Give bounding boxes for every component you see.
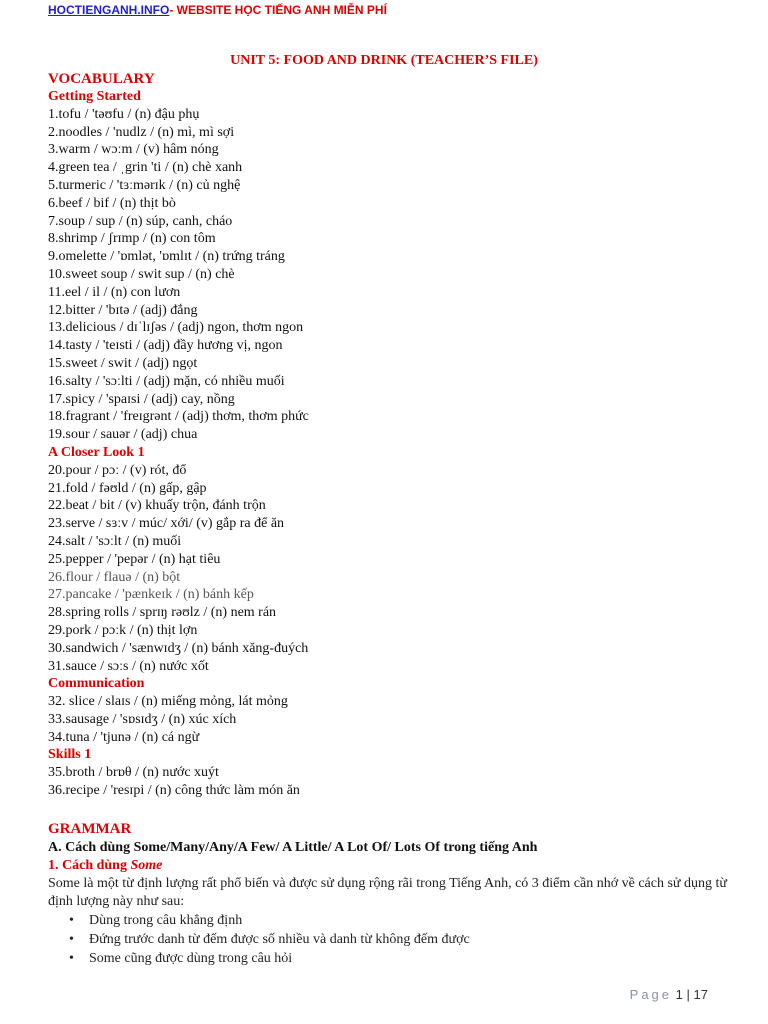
vocab-item: 28.spring rolls / sprɪŋ rəʊlz / (n) nem rán: [48, 605, 277, 621]
vocabulary-section: [48, 70, 748, 800]
bullet-icon: •: [69, 951, 74, 966]
vocab-item: 5.turmeric / 'tɜːmərɪk / (n) củ nghệ: [48, 177, 241, 193]
vocab-item: 31.sauce / sɔːs / (n) nước xốt: [48, 658, 209, 674]
vocab-item: 8.shrimp / ʃrɪmp / (n) con tôm: [48, 231, 216, 247]
site-tagline: - WEBSITE HỌC TIẾNG ANH MIỄN PHÍ: [169, 3, 387, 17]
grammar-section: [48, 820, 738, 968]
getting-started-list: [48, 106, 748, 444]
vocab-item: 17.spicy / 'spaɪsi / (adj) cay, nồng: [48, 391, 235, 407]
vocab-item: 6.beef / bif / (n) thịt bò: [48, 195, 176, 211]
vocab-item: 33.sausage / 'sɒsɪdʒ / (n) xúc xích: [48, 711, 237, 727]
skills-heading: Skills 1: [48, 747, 92, 763]
vocab-item: 10.sweet soup / swit sup / (n) chè: [48, 266, 235, 282]
vocab-item: 7.soup / sup / (n) súp, canh, cháo: [48, 213, 233, 229]
vocab-item: 9.omelette / 'ɒmlət, 'ɒmlɪt / (n) trứng tráng: [48, 249, 285, 265]
vocab-item: 29.pork / pɔːk / (n) thịt lợn: [48, 622, 198, 638]
vocab-item: 26.flour / flauə / (n) bột: [48, 569, 181, 585]
grammar-section-a: A. Cách dùng Some/Many/Any/A Few/ A Little/ A Lot Of/ Lots Of trong tiếng Anh: [48, 840, 538, 855]
unit-title: UNIT 5: FOOD AND DRINK (TEACHER’S FILE): [230, 53, 538, 68]
vocab-item: 27.pancake / 'pænkeɪk / (n) bánh kếp: [48, 587, 254, 603]
vocab-item: 32. slice / slaɪs / (n) miếng mỏng, lát mỏng: [48, 694, 288, 710]
vocab-item: 15.sweet / swit / (adj) ngọt: [48, 355, 198, 371]
vocab-item: 13.delicious / dɪˈlɪʃəs / (adj) ngon, thơm ngon: [48, 320, 304, 336]
grammar-paragraph: Some là một từ định lượng rất phổ biến và được sử dụng rộng rãi trong Tiếng Anh, có 3 điểm cần nhớ về cách sử dụng từ định lượng này như sau:: [48, 876, 727, 909]
site-link[interactable]: HOCTIENGANH.INFO: [48, 3, 170, 17]
vocab-item: 1.tofu / 'təʊfu / (n) đậu phụ: [48, 106, 200, 122]
bullet-text: Đứng trước danh từ đếm được số nhiều và danh từ không đếm được: [89, 932, 470, 947]
page-footer: [630, 987, 708, 1002]
vocab-item: 21.fold / fəʊld / (n) gấp, gập: [48, 480, 207, 496]
vocab-item: 34.tuna / 'tjunə / (n) cá ngừ: [48, 729, 200, 745]
skills-list: [48, 764, 748, 800]
vocab-item: 19.sour / sauər / (adj) chua: [48, 427, 198, 443]
closer-look-heading: A Closer Look 1: [48, 444, 145, 460]
subheading-prefix: 1. Cách dùng: [48, 858, 131, 873]
vocab-item: 16.salty / 'sɔːlti / (adj) mặn, có nhiều muối: [48, 373, 285, 389]
vocab-item: 3.warm / wɔːm / (v) hâm nóng: [48, 142, 219, 158]
vocab-item: 20.pour / pɔː / (v) rót, đổ: [48, 462, 187, 478]
grammar-subheading-1: [48, 857, 738, 875]
site-header: [48, 3, 387, 17]
bullet-item: [69, 911, 738, 930]
getting-started-heading: Getting Started: [48, 89, 141, 104]
bullet-item: [69, 930, 738, 949]
vocab-item: 22.beat / bit / (v) khuấy trộn, đánh trộn: [48, 498, 266, 514]
bullet-text: Dùng trong câu khẳng định: [89, 913, 243, 928]
vocab-item: 24.salt / 'sɔːlt / (n) muối: [48, 533, 182, 549]
vocab-item: 23.serve / sɜːv / múc/ xới/ (v) gắp ra để ăn: [48, 516, 285, 532]
vocab-item: 30.sandwich / 'sænwɪdʒ / (n) bánh xăng-đuých: [48, 640, 309, 656]
communication-heading: Communication: [48, 676, 145, 692]
vocab-item: 18.fragrant / 'freɪgrənt / (adj) thơm, thơm phức: [48, 409, 309, 425]
bullet-text: Some cũng được dùng trong câu hỏi: [89, 951, 293, 966]
page-separator: |: [686, 987, 690, 1002]
vocabulary-heading: VOCABULARY: [48, 71, 155, 87]
subheading-word: Some: [130, 858, 163, 873]
vocab-item: 36.recipe / 'resɪpi / (n) công thức làm món ăn: [48, 783, 300, 799]
vocab-item: 4.green tea / ˌgrin 'ti / (n) chè xanh: [48, 160, 243, 176]
bullet-icon: •: [69, 913, 74, 928]
vocab-item: 2.noodles / 'nudlz / (n) mì, mì sợi: [48, 124, 235, 140]
communication-list: [48, 693, 748, 746]
vocab-item: 11.eel / il / (n) con lươn: [48, 284, 181, 300]
bullet-item: [69, 949, 738, 968]
page-number: 1: [675, 987, 683, 1002]
vocab-item: 35.broth / brɒθ / (n) nước xuýt: [48, 765, 219, 781]
vocab-item: 12.bitter / 'bɪtə / (adj) đắng: [48, 302, 198, 318]
page-label: Page: [629, 987, 673, 1002]
page-total: 17: [693, 987, 708, 1002]
closer-look-list: [48, 462, 748, 676]
vocab-item: 14.tasty / 'teɪsti / (adj) đầy hương vị, ngon: [48, 338, 283, 354]
vocab-item: 25.pepper / 'pepər / (n) hạt tiêu: [48, 551, 221, 567]
bullet-icon: •: [69, 932, 74, 947]
grammar-heading: GRAMMAR: [48, 821, 132, 837]
grammar-bullet-list: [48, 911, 738, 968]
